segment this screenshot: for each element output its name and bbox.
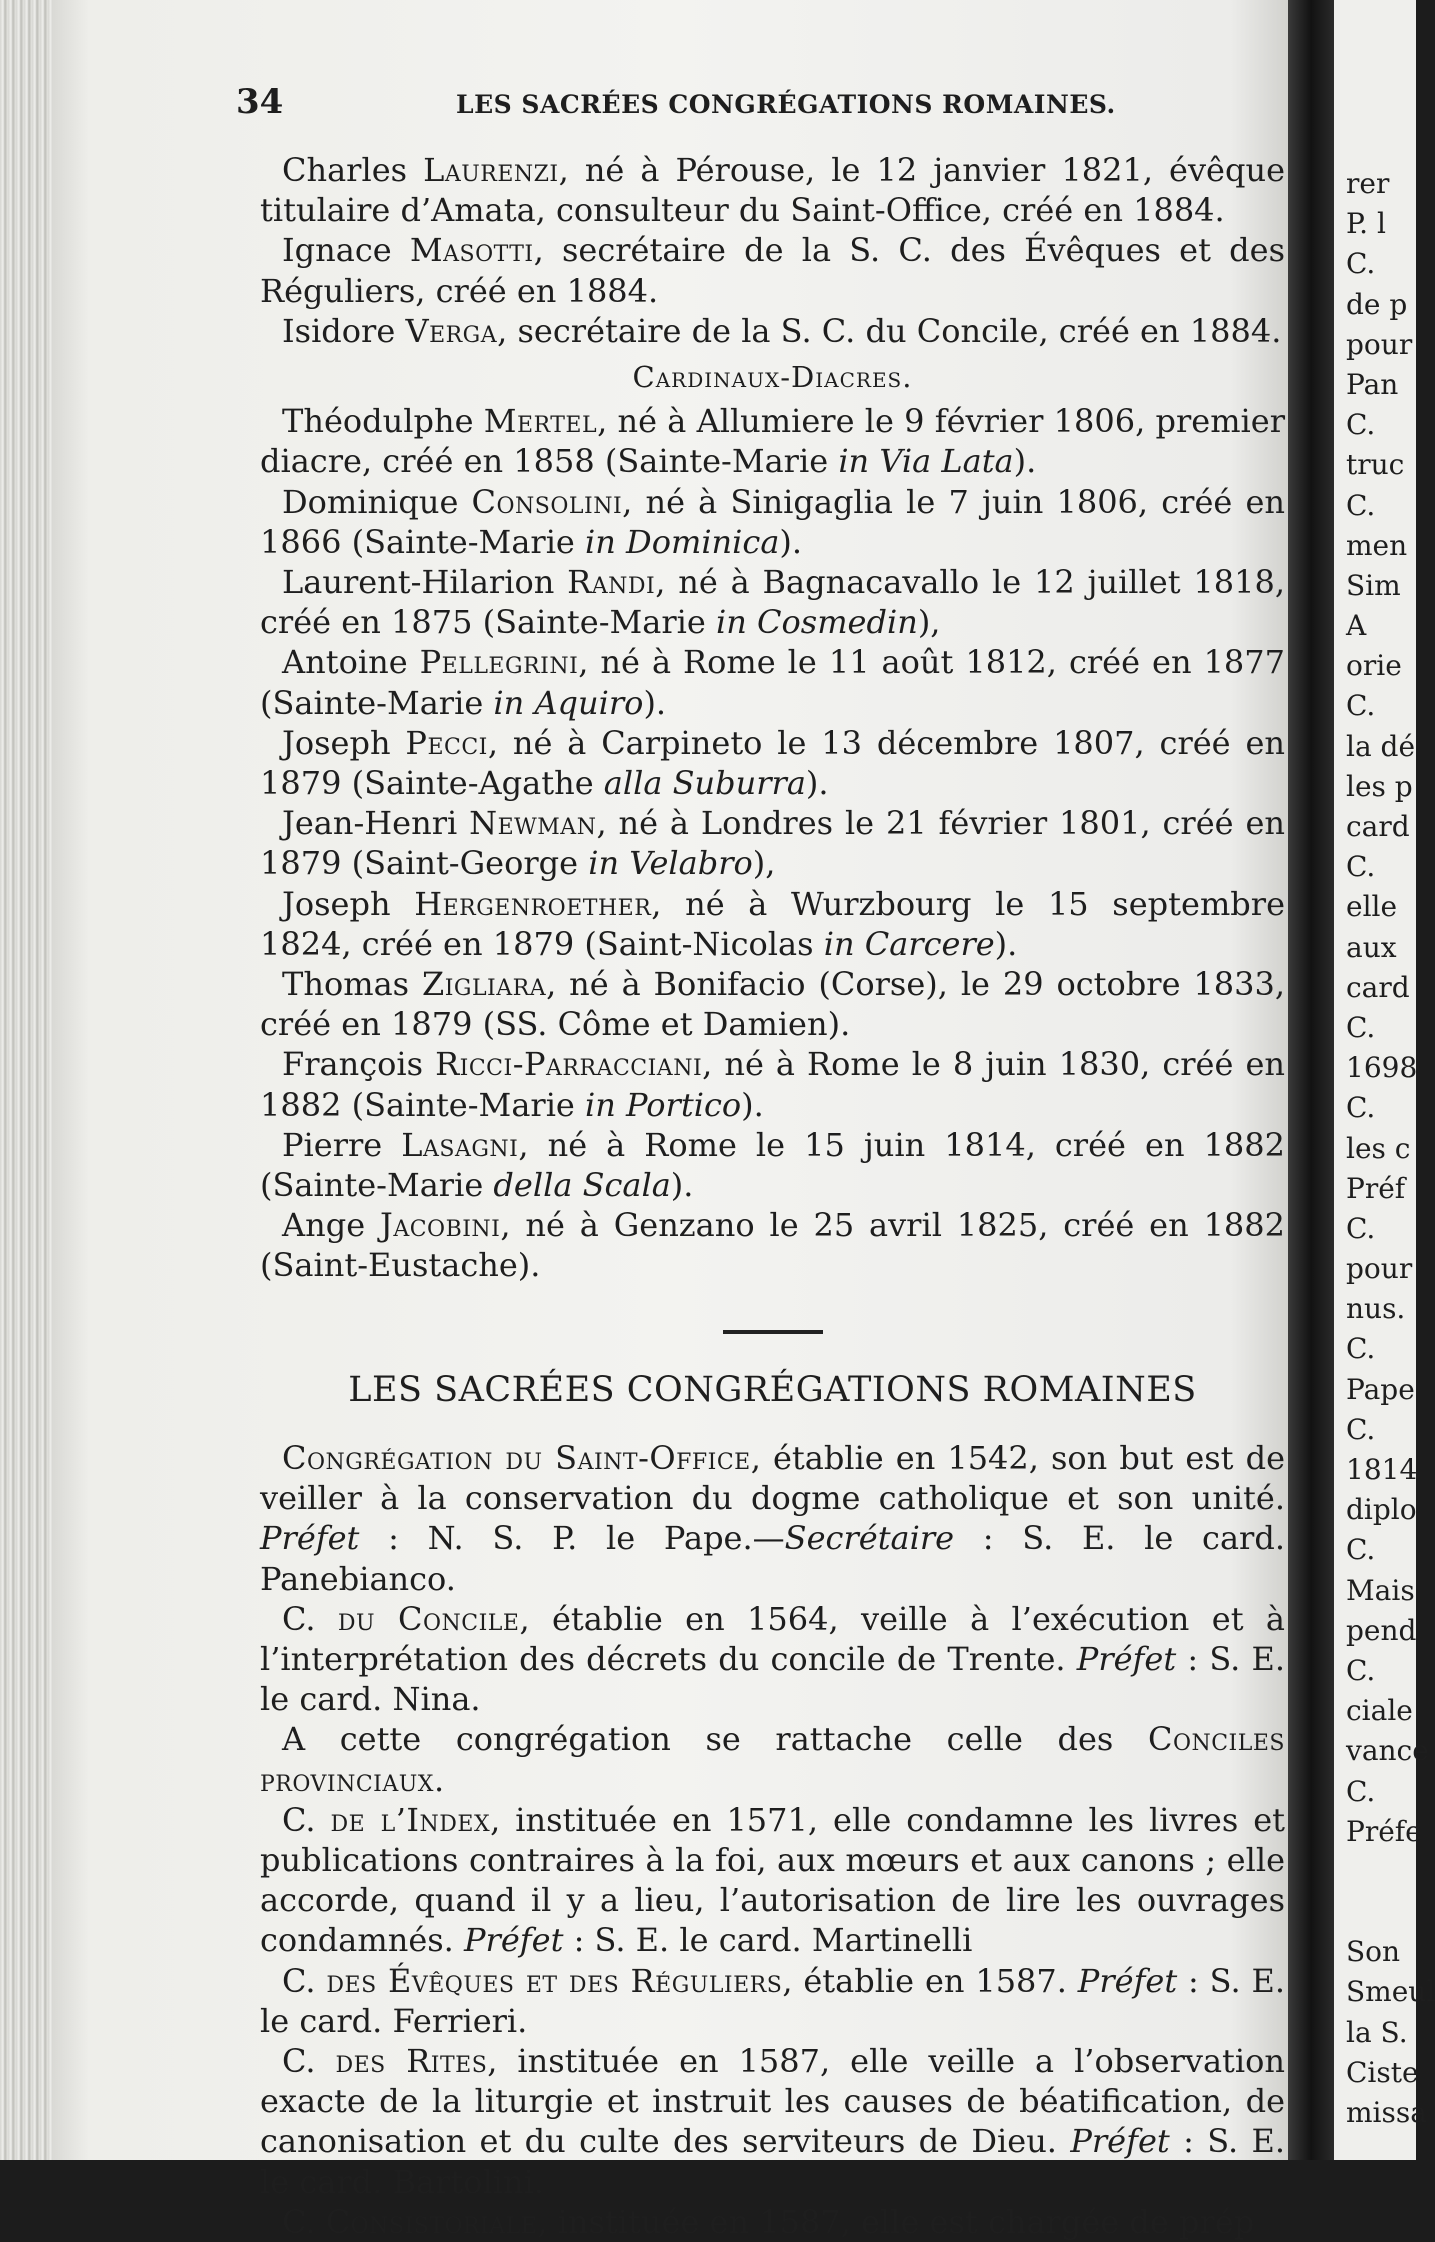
right-page-line: ciale bbox=[1346, 1694, 1413, 1728]
cardinal-entry: Laurent-Hilarion Randi, né à Bagnacavallo le 12 juillet 1818, créé en 1875 (Sainte-Marie in Cosmedin), bbox=[260, 563, 1286, 642]
right-page-line: Smeul bbox=[1346, 1975, 1435, 2009]
right-page-line bbox=[1346, 1892, 1426, 1932]
right-page-line: pend bbox=[1346, 1613, 1417, 1647]
right-page-line: C. bbox=[1346, 1533, 1376, 1567]
right-page-line: rer bbox=[1346, 167, 1390, 200]
right-page-line: orie bbox=[1346, 649, 1402, 683]
right-page-line: les c bbox=[1346, 1131, 1411, 1165]
section-divider bbox=[723, 1330, 823, 1334]
right-page-line: missa bbox=[1346, 2096, 1427, 2129]
book-page-edges bbox=[0, 0, 60, 2160]
cardinal-entry: Théodulphe Mertel, né à Allumiere le 9 février 1806, premier diacre, créé en 1858 (Sainte-Marie in Via Lata). bbox=[260, 402, 1286, 481]
right-page-line: C. bbox=[1346, 1774, 1376, 1808]
cardinal-deacons-list bbox=[260, 401, 1285, 1285]
congregation-consistoriale: C. Consistoriale, instituée en 1587, elle est chargée de prép bbox=[282, 2202, 1255, 2241]
cardinal-entry: Antoine Pellegrini, né à Rome le 11 août 1812, créé en 1877 (Sainte-Marie in Aquiro). bbox=[260, 643, 1286, 722]
right-page-line: aux bbox=[1346, 930, 1397, 964]
right-page-line: C. bbox=[1346, 247, 1376, 281]
cardinal-entry: Ignace Masotti, secrétaire de la S. C. des Évêques et des Réguliers, créé en 1884. bbox=[260, 231, 1286, 310]
right-page-line: C. bbox=[1346, 408, 1376, 442]
right-page-line: 1814 bbox=[1346, 1453, 1418, 1486]
right-page-line: C. bbox=[1346, 1653, 1376, 1687]
congregation-index: C. de l’Index, instituée en 1571, elle condamne les livres et publications contraires à la foi, aux mœurs et aux canons ; elle accorde, quand il y a lieu, l’autorisation de lire les ouvrages condamnés. Préfet : S. E. le card. Martinelli bbox=[260, 1800, 1285, 1960]
congregation-conciles-provinciaux: A cette congrégation se rattache celle des Conciles provinciaux. bbox=[260, 1720, 1285, 1799]
cardinal-entry: Jean-Henri Newman, né à Londres le 21 février 1801, créé en 1879 (Saint-George in Velabro), bbox=[260, 804, 1286, 883]
congregation-eveques-reguliers: C. des Évêques et des Réguliers, établie en 1587. Préfet : S. E. le card. Ferrieri. bbox=[260, 1961, 1286, 2040]
right-page-line: la dé bbox=[1346, 729, 1416, 763]
right-page-line: Pan bbox=[1346, 367, 1399, 401]
right-page-line: pour bbox=[1346, 327, 1413, 361]
right-page-line: nus. bbox=[1346, 1292, 1406, 1326]
cardinal-entry: Dominique Consolini, né à Sinigaglia le 7 juin 1806, créé en 1866 (Sainte-Marie in Dominica). bbox=[260, 482, 1286, 561]
running-head bbox=[236, 82, 1236, 132]
right-page-line: Son bbox=[1346, 1935, 1401, 1969]
right-page-line: truc bbox=[1346, 448, 1405, 482]
cardinal-entry: Joseph Hergenroether, né à Wurzbourg le 15 septembre 1824, créé en 1879 (Saint-Nicolas in Carcere). bbox=[260, 884, 1286, 963]
right-page-line: C. bbox=[1346, 689, 1376, 723]
right-page-line: C. bbox=[1346, 1010, 1376, 1044]
section-title: LES SACRÉES CONGRÉGATIONS ROMAINES bbox=[348, 1369, 1197, 1410]
cardinal-entry: Isidore Verga, secrétaire de la S. C. du Concile, créé en 1884. bbox=[282, 311, 1282, 350]
cardinal-entry: Pierre Lasagni, né à Rome le 15 juin 1814, créé en 1882 (Sainte-Marie della Scala). bbox=[260, 1125, 1286, 1205]
right-page-line: Pape bbox=[1346, 1372, 1415, 1406]
right-page-line: A bbox=[1346, 609, 1367, 643]
right-page-line: Ciste bbox=[1346, 2055, 1419, 2089]
congregation-concile: C. du Concile, établie en 1564, veille à l’exécution et à l’interprétation des décrets du concile de Trente. Préfet : S. E. le card. Nina. bbox=[260, 1599, 1286, 1719]
right-page-line: C. bbox=[1346, 1412, 1376, 1446]
right-page-line: pour bbox=[1346, 1252, 1413, 1286]
right-page-line bbox=[1346, 1852, 1426, 1892]
right-page-line: C. bbox=[1346, 1091, 1376, 1125]
congregation-rites: C. des Rites, instituée en 1587, elle veille a l’observation exacte de la liturgie et instruit les causes de béatification, de canonisation et du culte des serviteurs de Dieu. Préfet : S. E. le card. Bartolini. bbox=[260, 2041, 1286, 2201]
right-page-line: vance bbox=[1346, 1734, 1429, 1768]
right-page-line: C. bbox=[1346, 1332, 1376, 1366]
right-page bbox=[1334, 0, 1435, 2160]
right-page-line: de p bbox=[1346, 287, 1408, 321]
right-page-line: Préfe bbox=[1346, 1814, 1422, 1848]
text-block bbox=[260, 150, 1285, 2242]
right-page-line: Préf bbox=[1346, 1171, 1406, 1205]
running-title: LES SACRÉES CONGRÉGATIONS ROMAINES. bbox=[456, 90, 1116, 119]
right-page-line: les p bbox=[1346, 769, 1413, 803]
congregation-saint-office: Congrégation du Saint-Office, établie en 1542, son but est de veiller à la conservation du dogme catholique et son unité. Préfet : N. S. P. le Pape.—Secrétaire : S. E. le card. Panebianco. bbox=[260, 1438, 1286, 1598]
right-page-line: 1698 bbox=[1346, 1051, 1418, 1085]
cardinal-entry: Joseph Pecci, né à Carpineto le 13 décembre 1807, créé en 1879 (Sainte-Agathe alla Suburra). bbox=[260, 723, 1286, 803]
right-page-line: card bbox=[1346, 970, 1410, 1004]
right-page-line: C. bbox=[1346, 850, 1376, 884]
cardinal-entry: François Ricci-Parracciani, né à Rome le 8 juin 1830, créé en 1882 (Sainte-Marie in Portico). bbox=[260, 1045, 1286, 1124]
right-page-line: men bbox=[1346, 528, 1408, 562]
right-page-line: Mais bbox=[1346, 1573, 1415, 1607]
deacons-heading: Cardinaux-Diacres. bbox=[632, 360, 913, 395]
right-page-line: Sim bbox=[1346, 568, 1401, 602]
right-page-fragments bbox=[1346, 164, 1435, 2133]
cardinal-priests-list bbox=[260, 150, 1285, 351]
cardinal-entry: Charles Laurenzi, né à Pérouse, le 12 janvier 1821, évêque titulaire d’Amata, consulteur du Saint-Office, créé en 1884. bbox=[260, 151, 1286, 230]
page-number: 34 bbox=[236, 82, 284, 122]
cardinal-entry: Ange Jacobini, né à Genzano le 25 avril 1825, créé en 1882 (Saint-Eustache). bbox=[260, 1206, 1286, 1285]
book-gutter bbox=[1288, 0, 1334, 2160]
right-page-line: la S. bbox=[1346, 2015, 1408, 2049]
right-page-line: C. bbox=[1346, 1211, 1376, 1245]
cardinal-entry: Thomas Zigliara, né à Bonifacio (Corse), le 29 octobre 1833, créé en 1879 (SS. Côme et Damien). bbox=[260, 965, 1286, 1044]
right-page-line: elle bbox=[1346, 890, 1398, 924]
right-page-line: C. bbox=[1346, 488, 1376, 522]
right-page-line: card bbox=[1346, 810, 1410, 843]
right-page-line: P. l bbox=[1346, 207, 1386, 241]
right-page-line: diplo bbox=[1346, 1493, 1417, 1527]
